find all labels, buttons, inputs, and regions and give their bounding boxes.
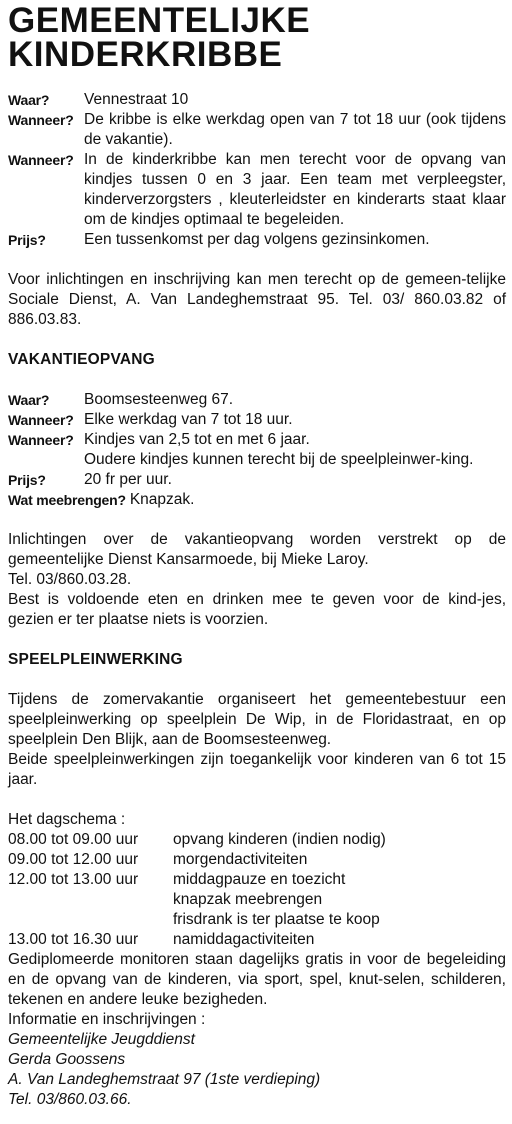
speelplein-p4: Informatie en inschrijvingen : — [8, 1011, 206, 1028]
vakantie-row-wanneer-2 — [8, 430, 506, 450]
vakantie-info-1: Inlichtingen over de vakantieopvang worden verstrekt op de gemeentelijke Dienst Kansarmoede, bij Mieke Laroy. — [8, 531, 506, 568]
kribbe-section — [8, 90, 506, 330]
schedule-time: 13.00 tot 16.30 uur — [8, 931, 139, 948]
field-value: In de kinderkribbe kan men terecht voor de opvang van kindjes tussen 0 en 3 jaar. Een team met verpleegster, kinderverzorgsters , kleuterleidster en kinderarts staat klaar om de kindjes optimaal te begeleiden. — [84, 151, 506, 228]
contact-line: Gerda Goossens — [8, 1051, 126, 1068]
schedule-time — [8, 910, 173, 930]
schedule-activity: opvang kinderen (indien nodig) — [173, 831, 386, 848]
vakantie-wanneer-extra: Oudere kindjes kunnen terecht bij de speelpleinwer-king. — [84, 451, 474, 468]
section-heading-speelplein: SPEELPLEINWERKING — [8, 651, 183, 668]
schedule-table — [8, 830, 506, 950]
schedule-row — [8, 870, 506, 890]
field-label: Wanneer? — [8, 152, 74, 168]
speelplein-section — [8, 650, 506, 1110]
kribbe-row-wanneer-2 — [8, 150, 506, 230]
schedule-row — [8, 850, 506, 870]
schedule-time: 08.00 tot 09.00 uur — [8, 831, 139, 848]
field-label: Wanneer? — [8, 412, 74, 428]
contact-line: Tel. 03/860.03.66. — [8, 1091, 132, 1108]
schedule-activity: middagpauze en toezicht — [173, 871, 346, 888]
schedule-row — [8, 910, 506, 930]
schedule-activity: morgendactiviteiten — [173, 851, 308, 868]
kribbe-row-prijs — [8, 230, 506, 250]
contact-line: A. Van Landeghemstraat 97 (1ste verdieping) — [8, 1071, 321, 1088]
kribbe-row-waar — [8, 90, 506, 110]
field-value: Knapzak. — [129, 491, 195, 508]
field-value: Boomsesteenweg 67. — [84, 391, 234, 408]
field-label: Waar? — [8, 92, 50, 108]
kribbe-row-wanneer-1 — [8, 110, 506, 150]
schedule-activity: frisdrank is ter plaatse te koop — [173, 911, 380, 928]
schedule-activity: knapzak meebrengen — [173, 891, 323, 908]
schedule-activity: namiddagactiviteiten — [173, 931, 315, 948]
section-heading-vakantie: VAKANTIEOPVANG — [8, 351, 155, 368]
kribbe-info: Voor inlichtingen en inschrijving kan men terecht op de gemeen-telijke Sociale Dienst, A. Van Landeghemstraat 95. Tel. 03/ 860.03.82 of 886.03.83. — [8, 271, 506, 328]
field-label: Wanneer? — [8, 432, 74, 448]
schedule-row — [8, 890, 506, 910]
vakantie-info-3: Best is voldoende eten en drinken mee te geven voor de kind-jes, gezien er ter plaatse niets is voorzien. — [8, 591, 506, 628]
schedule-time — [8, 890, 173, 910]
field-label: Wanneer? — [8, 112, 74, 128]
field-label: Prijs? — [8, 232, 46, 248]
speelplein-p3: Gediplomeerde monitoren staan dagelijks gratis in voor de begeleiding en de opvang van de kinderen, via sport, spel, knut-selen, schilderen, tekenen en andere leuke bezigheden. — [8, 951, 506, 1008]
page-title — [8, 1, 506, 74]
schedule-row — [8, 930, 506, 950]
schedule-time: 09.00 tot 12.00 uur — [8, 851, 139, 868]
title-line-1: GEMEENTELIJKE — [8, 1, 311, 40]
contact-line: Gemeentelijke Jeugddienst — [8, 1031, 195, 1048]
field-label: Waar? — [8, 392, 50, 408]
vakantie-info-2: Tel. 03/860.03.28. — [8, 571, 132, 588]
field-label: Wat meebrengen? — [8, 492, 126, 508]
vakantie-section — [8, 350, 506, 630]
vakantie-row-waar — [8, 390, 506, 410]
field-value: 20 fr per uur. — [84, 471, 172, 488]
vakantie-row-wanneer-1 — [8, 410, 506, 430]
field-value: Kindjes van 2,5 tot en met 6 jaar. — [84, 431, 310, 448]
field-value: Vennestraat 10 — [84, 91, 189, 108]
field-label: Prijs? — [8, 472, 46, 488]
speelplein-p2: Beide speelpleinwerkingen zijn toegankelijk voor kinderen van 6 tot 15 jaar. — [8, 751, 506, 788]
field-value: De kribbe is elke werkdag open van 7 tot 18 uur (ook tijdens de vakantie). — [84, 111, 506, 148]
title-line-2: KINDERKRIBBE — [8, 35, 283, 74]
vakantie-row-meebrengen — [8, 490, 506, 510]
schedule-time: 12.00 tot 13.00 uur — [8, 871, 139, 888]
vakantie-row-prijs — [8, 470, 506, 490]
schedule-title: Het dagschema : — [8, 811, 126, 828]
field-value: Elke werkdag van 7 tot 18 uur. — [84, 411, 293, 428]
field-value: Een tussenkomst per dag volgens gezinsinkomen. — [84, 231, 430, 248]
schedule-row — [8, 830, 506, 850]
speelplein-p1: Tijdens de zomervakantie organiseert het gemeentebestuur een speelpleinwerking op speelplein De Wip, in de Floridastraat, en op speelplein Den Blijk, aan de Boomsesteenweg. — [8, 691, 506, 748]
